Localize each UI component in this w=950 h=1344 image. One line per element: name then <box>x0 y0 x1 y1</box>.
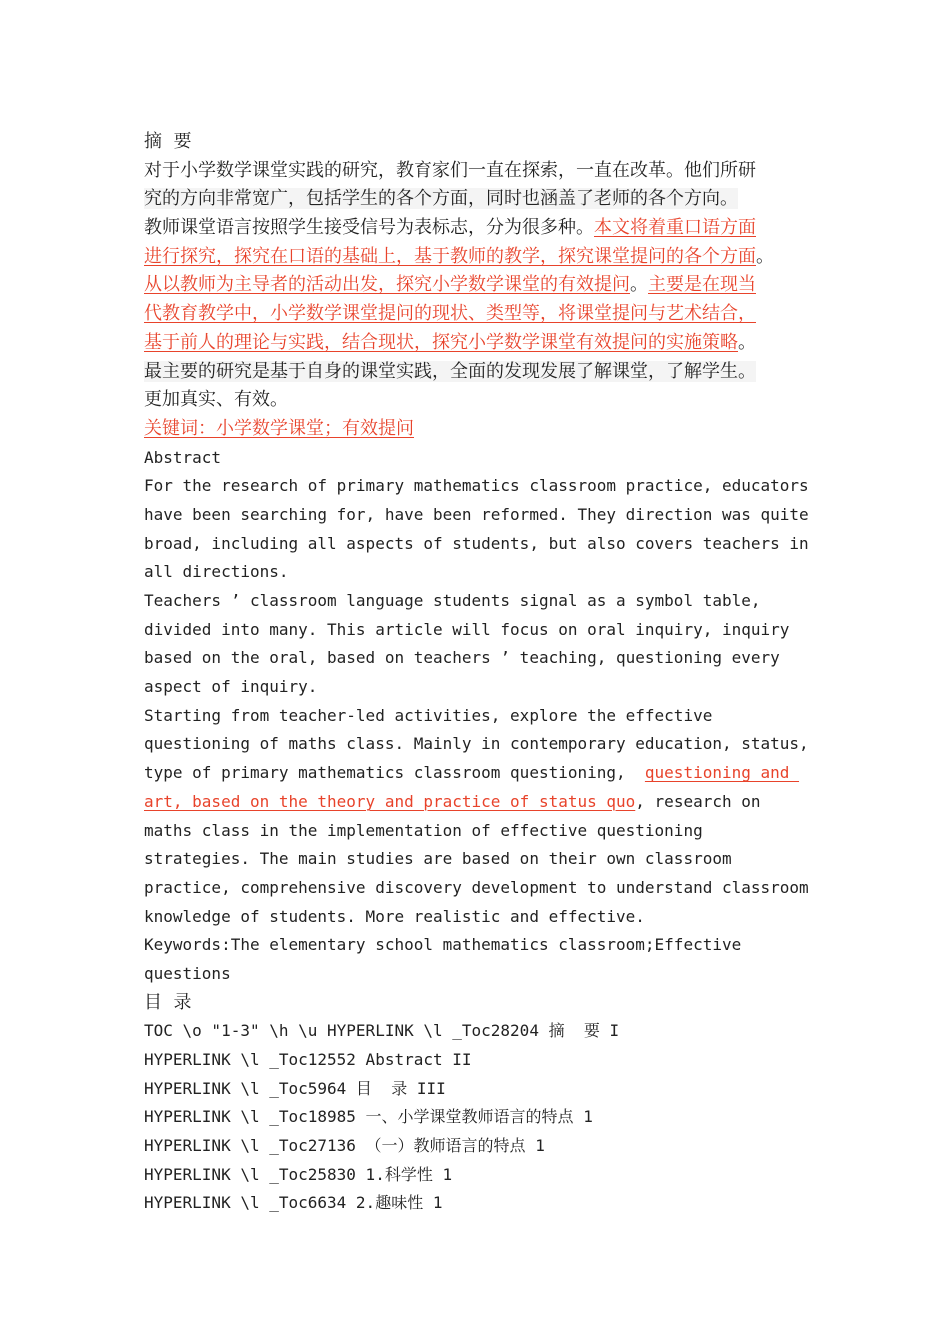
en-abstract-line: maths class in the implementation of effective questioning <box>144 820 703 840</box>
toc-entry[interactable]: HYPERLINK \l _Toc5964 目 录 III <box>144 1078 446 1098</box>
toc-entry[interactable]: HYPERLINK \l _Toc6634 2.趣味性 1 <box>144 1193 443 1213</box>
en-abstract-line: all directions. <box>144 562 289 582</box>
highlighted-text: 主要是在现当 <box>648 274 756 296</box>
en-abstract-line: Starting from teacher-led activities, explore the effective <box>144 705 713 725</box>
en-abstract-line: have been searching for, have been reformed. They direction was quite <box>144 504 809 524</box>
en-abstract-heading: Abstract <box>144 447 222 467</box>
zh-abstract-line: 教师课堂语言按照学生接受信号为表标志，分为很多种。本文将着重口语方面 <box>144 217 756 239</box>
highlighted-text: 从以教师为主导者的活动出发，探究小学数学课堂的有效提问 <box>144 274 630 296</box>
en-abstract-line: broad, including all aspects of students, but also covers teachers in <box>144 533 809 553</box>
toc-entry[interactable]: HYPERLINK \l _Toc27136 （一）教师语言的特点 1 <box>144 1136 545 1156</box>
zh-abstract-line: 进行探究，探究在口语的基础上，基于教师的教学，探究课堂提问的各个方面。 <box>144 245 774 267</box>
zh-abstract-line: 基于前人的理论与实践，结合现状，探究小学数学课堂有效提问的实施策略。 <box>144 331 756 353</box>
highlighted-text: 进行探究，探究在口语的基础上，基于教师的教学，探究课堂提问的各个方面 <box>144 245 756 267</box>
zh-abstract-line: 最主要的研究是基于自身的课堂实践，全面的发现发展了解课堂，了解学生。 <box>144 360 756 382</box>
zh-abstract-line <box>144 300 816 329</box>
en-abstract-line: practice, comprehensive discovery development to understand classroom <box>144 877 809 897</box>
en-abstract-line: For the research of primary mathematics classroom practice, educators <box>144 476 809 496</box>
en-keywords-line: Keywords:The elementary school mathematics classroom;Effective <box>144 935 742 955</box>
highlighted-text: 代教育教学中，小学数学课堂提问的现状、类型等，将课堂提问与艺术结合， <box>144 303 756 325</box>
en-abstract-line: Teachers ’ classroom language students signal as a symbol table, <box>144 591 761 610</box>
zh-abstract-line: 对于小学数学课堂实践的研究，教育家们一直在探索，一直在改革。他们所研 <box>144 159 756 181</box>
zh-abstract-line: 更加真实、有效。 <box>144 389 288 411</box>
highlighted-text: 基于前人的理论与实践，结合现状，探究小学数学课堂有效提问的实施策略 <box>144 331 738 353</box>
toc-entry[interactable]: HYPERLINK \l _Toc25830 1.科学性 1 <box>144 1164 453 1184</box>
zh-keywords: 关键词：小学数学课堂；有效提问 <box>144 417 414 439</box>
en-abstract-line: based on the oral, based on teachers ’ teaching, questioning every <box>144 648 780 668</box>
en-abstract-line: strategies. The main studies are based on their own classroom <box>144 849 732 869</box>
toc-heading: 目 录 <box>144 991 192 1013</box>
document-page <box>144 128 816 1218</box>
zh-abstract-line: 从以教师为主导者的活动出发，探究小学数学课堂的有效提问。主要是在现当 <box>144 274 756 296</box>
en-abstract-line: divided into many. This article will focus on oral inquiry, inquiry <box>144 619 790 639</box>
en-abstract-line: art, based on the theory and practice of status quo, research on <box>144 791 761 811</box>
highlighted-text: questioning and <box>644 763 800 783</box>
toc-entry[interactable]: HYPERLINK \l _Toc12552 Abstract II <box>144 1050 472 1069</box>
en-keywords-line: questions <box>144 963 231 983</box>
highlighted-text: 本文将着重口语方面 <box>594 217 756 239</box>
en-abstract-line: aspect of inquiry. <box>144 677 318 697</box>
zh-abstract-line: 究的方向非常宽广，包括学生的各个方面，同时也涵盖了老师的各个方向。 <box>144 188 738 210</box>
en-abstract-line: type of primary mathematics classroom questioning, questioning and <box>144 763 800 783</box>
en-abstract-line: questioning of maths class. Mainly in contemporary education, status, <box>144 734 809 754</box>
toc-entry[interactable]: HYPERLINK \l _Toc18985 一、小学课堂教师语言的特点 1 <box>144 1107 593 1127</box>
zh-abstract-heading: 摘 要 <box>144 131 192 152</box>
en-abstract-line: knowledge of students. More realistic and effective. <box>144 906 645 926</box>
toc-entry[interactable]: TOC \o "1-3" \h \u HYPERLINK \l _Toc28204 摘 要 I <box>144 1021 620 1041</box>
highlighted-text: art, based on the theory and practice of status quo <box>144 791 636 811</box>
